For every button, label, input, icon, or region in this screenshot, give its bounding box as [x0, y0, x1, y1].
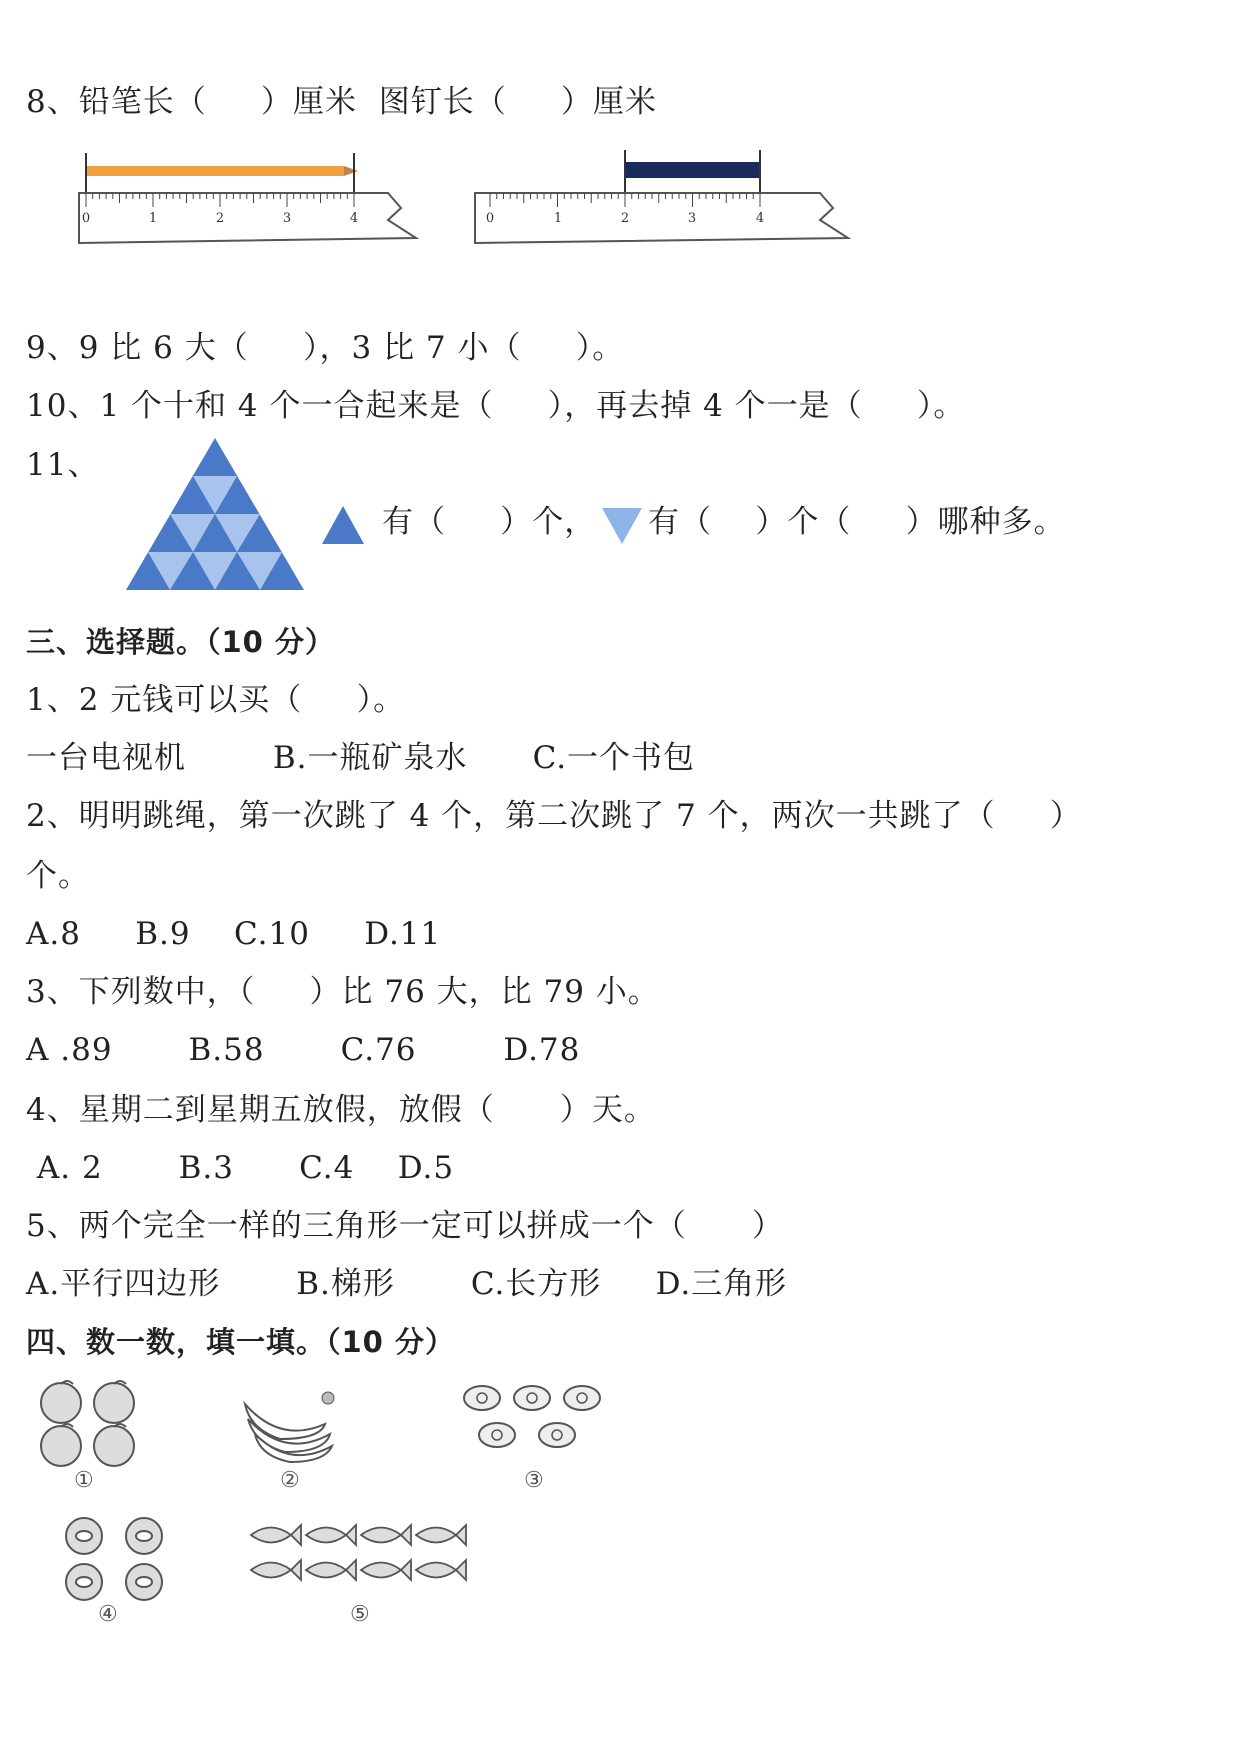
pin-body: [625, 162, 760, 178]
question-10: 10、1 个十和 4 个一合起来是（ ），再去掉 4 个一是（ ）。: [26, 388, 966, 424]
question-11-part2: 有（ ）个（ ）哪种多。: [648, 504, 1066, 540]
s3-question-3-options: A .89 B.58 C.76 D.78: [26, 1032, 581, 1068]
question-11-number: 11、: [26, 447, 100, 483]
triangle-figure: [126, 438, 304, 590]
section-3-title: 三、选择题。（10 分）: [26, 625, 335, 659]
s3-question-5: 5、两个完全一样的三角形一定可以拼成一个（ ）: [26, 1208, 784, 1244]
question-11-part1: 有（ ）个，: [382, 504, 597, 540]
s3-question-1-options: 一台电视机 B.一瓶矿泉水 C.一个书包: [26, 740, 696, 776]
ruler-tick-label: 3: [687, 211, 697, 226]
s3-question-4: 4、星期二到星期五放假，放假（ ）天。: [26, 1092, 656, 1128]
pencil-ruler-figure: [76, 148, 421, 248]
bananas-figure: [240, 1384, 340, 1464]
ruler-tick-label: 1: [148, 211, 158, 226]
apples-figure: [34, 1378, 144, 1468]
figure-label-5: ⑤: [350, 1602, 370, 1627]
pencil-tip: [344, 166, 358, 176]
pencil-body: [86, 166, 344, 176]
figure-label-2: ②: [280, 1468, 300, 1493]
ruler-tick-label: 4: [755, 211, 765, 226]
pin-ruler-figure: [470, 148, 870, 248]
fish-figure: [246, 1520, 476, 1590]
s3-question-2-cont: 个。: [26, 858, 90, 894]
s3-question-1: 1、2 元钱可以买（ ）。: [26, 682, 406, 718]
figure-label-3: ③: [524, 1468, 544, 1493]
s3-question-2-options: A.8 B.9 C.10 D.11: [26, 916, 442, 952]
upright-triangle-icon: [322, 506, 364, 544]
ruler-tick-label: 2: [215, 211, 225, 226]
section-4-title: 四、数一数，填一填。（10 分）: [26, 1325, 455, 1359]
question-8: 8、铅笔长（ ）厘米 图钉长（ ）厘米: [26, 84, 657, 120]
s3-question-4-options: A. 2 B.3 C.4 D.5: [26, 1150, 455, 1186]
snails-figure: [452, 1380, 622, 1460]
s3-question-3: 3、下列数中，（ ）比 76 大，比 79 小。: [26, 974, 660, 1010]
ruler-tick-label: 4: [349, 211, 359, 226]
figure-label-1: ①: [74, 1468, 94, 1493]
ruler-outline: [475, 193, 848, 243]
ruler-outline: [79, 193, 416, 243]
ruler-tick-label: 0: [485, 211, 495, 226]
question-9: 9、9 比 6 大（ ），3 比 7 小（ ）。: [26, 330, 625, 366]
flowers-figure: [54, 1514, 174, 1604]
ruler-tick-label: 0: [81, 211, 91, 226]
s3-question-2: 2、明明跳绳，第一次跳了 4 个，第二次跳了 7 个，两次一共跳了（ ）: [26, 798, 1082, 834]
figure-label-4: ④: [98, 1602, 118, 1627]
ruler-tick-label: 1: [553, 211, 563, 226]
ruler-tick-label: 2: [620, 211, 630, 226]
ruler-tick-label: 3: [282, 211, 292, 226]
s3-question-5-options: A.平行四边形 B.梯形 C.长方形 D.三角形: [26, 1266, 788, 1302]
inverted-triangle-icon: [602, 508, 642, 544]
